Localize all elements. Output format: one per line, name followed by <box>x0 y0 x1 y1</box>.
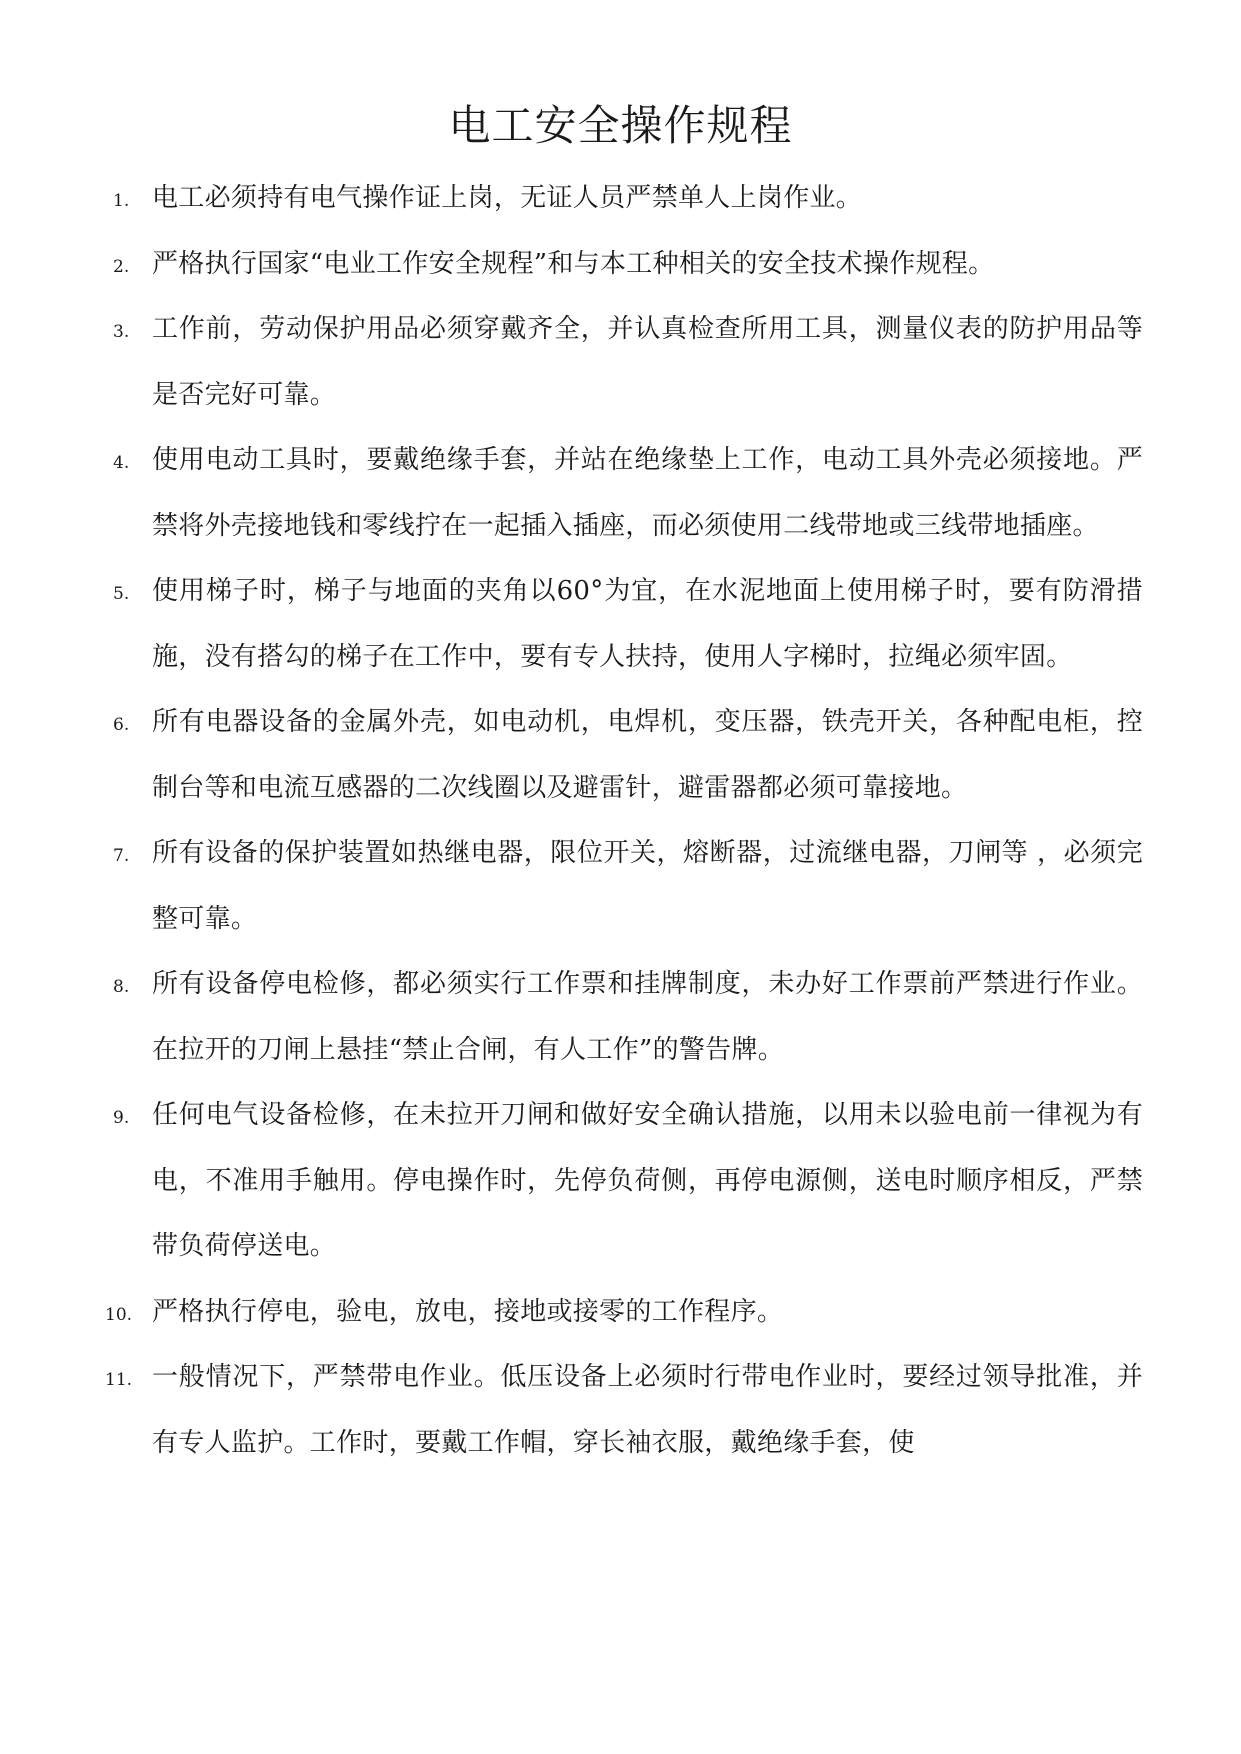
rule-text: 所有设备停电检修，都必须实行工作票和挂牌制度，未办好工作票前严禁进行作业。在拉开的刀闸上悬挂“禁止合闸，有人工作”的警告牌。 <box>152 969 1143 1065</box>
rule-item <box>113 428 1143 559</box>
rule-number: 3. <box>113 322 130 342</box>
rule-text: 工作前，劳动保护用品必须穿戴齐全，并认真检查所用工具，测量仪表的防护用品等是否完好可靠。 <box>152 314 1143 410</box>
rule-item <box>113 1083 1143 1280</box>
rule-item <box>113 297 1143 428</box>
rule-item <box>113 690 1143 821</box>
rule-number: 2. <box>113 256 130 277</box>
rule-number: 10. <box>105 1304 133 1325</box>
rule-item <box>105 1345 1143 1476</box>
rule-item <box>113 952 1143 1083</box>
rule-text: 一般情况下，严禁带电作业。低压设备上必须时行带电作业时，要经过领导批准，并有专人监护。工作时，要戴工作帽，穿长袖衣服，戴绝缘手套，使 <box>152 1362 1143 1458</box>
rule-text: 电工必须持有电气操作证上岗，无证人员严禁单人上岗作业。 <box>152 183 863 213</box>
rule-item <box>113 559 1143 690</box>
rule-text: 严格执行停电，验电，放电，接地或接零的工作程序。 <box>152 1296 784 1327</box>
rule-number: 7. <box>113 846 130 866</box>
rule-item <box>113 166 1143 232</box>
rule-text: 使用梯子时，梯子与地面的夹角以60°为宜，在水泥地面上使用梯子时，要有防滑措施，没有搭勾的梯子在工作中，要有专人扶持，使用人字梯时，拉绳必须牢固。 <box>152 576 1143 672</box>
rule-item <box>113 232 1143 298</box>
rule-number: 5. <box>113 584 130 604</box>
rule-text: 严格执行国家“电业工作安全规程”和与本工种相关的安全技术操作规程。 <box>152 248 995 279</box>
rule-number: 6. <box>113 715 130 735</box>
rule-number: 8. <box>113 977 130 997</box>
rule-number: 9. <box>113 1108 130 1128</box>
rule-number: 1. <box>113 191 130 211</box>
rule-item <box>113 821 1143 952</box>
rule-number: 11. <box>105 1370 133 1390</box>
rule-text: 任何电气设备检修，在未拉开刀闸和做好安全确认措施，以用未以验电前一律视为有电，不准用手触用。停电操作时，先停负荷侧，再停电源侧，送电时顺序相反，严禁带负荷停送电。 <box>152 1100 1143 1261</box>
rule-number: 4. <box>113 453 130 473</box>
rule-text: 所有设备的保护装置如热继电器，限位开关，熔断器，过流继电器，刀闸等 ，必须完整可靠。 <box>152 838 1143 934</box>
rules-list <box>105 166 1143 1476</box>
rule-text: 使用电动工具时，要戴绝缘手套，并站在绝缘垫上工作，电动工具外壳必须接地。严禁将外壳接地钱和零线拧在一起插入插座，而必须使用二线带地或三线带地插座。 <box>152 445 1143 541</box>
rule-text: 所有电器设备的金属外壳，如电动机，电焊机，变压器，铁壳开关，各种配电柜，控制台等和电流互感器的二次线圈以及避雷针，避雷器都必须可靠接地。 <box>152 707 1143 803</box>
rule-item <box>105 1280 1143 1346</box>
document-title: 电工安全操作规程 <box>448 101 793 150</box>
